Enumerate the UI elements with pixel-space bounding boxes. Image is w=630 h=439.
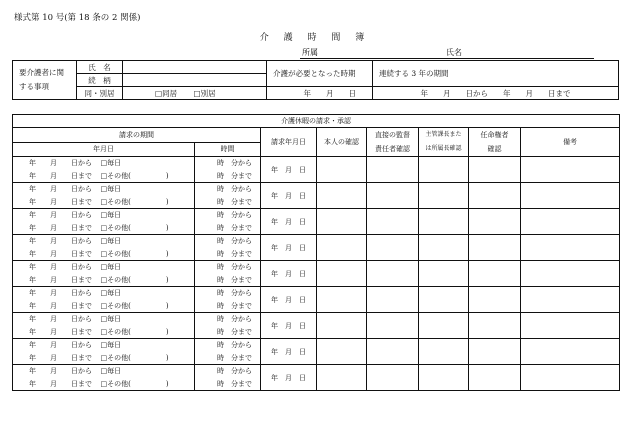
remarks-cell[interactable]	[521, 157, 620, 183]
time-to[interactable]: 時 分まで	[195, 300, 261, 313]
date-to[interactable]: 年 月 日まで	[13, 222, 93, 235]
header-underline	[300, 58, 594, 59]
date-from[interactable]: 年 月 日から	[13, 235, 93, 248]
section-title: 介護休暇の請求・承認	[13, 115, 620, 128]
supervisor-cell[interactable]	[367, 209, 419, 235]
time-to[interactable]: 時 分まで	[195, 274, 261, 287]
time-to[interactable]: 時 分まで	[195, 248, 261, 261]
table-row	[13, 287, 620, 300]
self-confirm-cell[interactable]	[317, 313, 367, 339]
care-recipient-table	[12, 60, 619, 100]
self-confirm-cell[interactable]	[317, 339, 367, 365]
remarks-cell[interactable]	[521, 235, 620, 261]
remarks-cell[interactable]	[521, 209, 620, 235]
relation-field-label: 続 柄	[77, 74, 123, 87]
time-from[interactable]: 時 分から	[195, 339, 261, 352]
date-to[interactable]: 年 月 日まで	[13, 196, 93, 209]
authority-header: 任命権者 確認	[469, 128, 521, 157]
supervisor-cell[interactable]	[367, 339, 419, 365]
remarks-cell[interactable]	[521, 313, 620, 339]
other-checkbox[interactable]: □その他( )	[93, 326, 195, 339]
dept-label: 所属	[302, 48, 318, 57]
manager-cell[interactable]	[419, 365, 469, 391]
other-checkbox[interactable]: □その他( )	[93, 274, 195, 287]
daily-checkbox[interactable]: □毎日	[93, 365, 195, 378]
date-to[interactable]: 年 月 日まで	[13, 326, 93, 339]
date-col-header: 年月日	[13, 142, 195, 157]
supervisor-cell[interactable]	[367, 157, 419, 183]
request-date-cell[interactable]: 年 月 日	[261, 157, 317, 183]
name-field-value[interactable]	[123, 61, 267, 74]
time-to[interactable]: 時 分まで	[195, 222, 261, 235]
authority-cell[interactable]	[469, 287, 521, 313]
time-to[interactable]: 時 分まで	[195, 352, 261, 365]
manager-cell[interactable]	[419, 235, 469, 261]
authority-cell[interactable]	[469, 209, 521, 235]
daily-checkbox[interactable]: □毎日	[93, 157, 195, 170]
request-date-cell[interactable]: 年 月 日	[261, 365, 317, 391]
date-from[interactable]: 年 月 日から	[13, 313, 93, 326]
request-date-cell[interactable]: 年 月 日	[261, 313, 317, 339]
supervisor-cell[interactable]	[367, 261, 419, 287]
daily-checkbox[interactable]: □毎日	[93, 339, 195, 352]
request-date-cell[interactable]: 年 月 日	[261, 235, 317, 261]
authority-cell[interactable]	[469, 235, 521, 261]
care-needed-label: 介護が必要となった時期	[267, 61, 373, 87]
date-from[interactable]: 年 月 日から	[13, 261, 93, 274]
self-confirm-cell[interactable]	[317, 261, 367, 287]
remarks-cell[interactable]	[521, 287, 620, 313]
daily-checkbox[interactable]: □毎日	[93, 313, 195, 326]
date-to[interactable]: 年 月 日まで	[13, 170, 93, 183]
daily-checkbox[interactable]: □毎日	[93, 287, 195, 300]
authority-cell[interactable]	[469, 183, 521, 209]
self-confirm-cell[interactable]	[317, 183, 367, 209]
time-to[interactable]: 時 分まで	[195, 170, 261, 183]
time-to[interactable]: 時 分まで	[195, 378, 261, 391]
name-label: 氏名	[446, 48, 462, 57]
request-date-cell[interactable]: 年 月 日	[261, 261, 317, 287]
remarks-header: 備考	[521, 128, 620, 157]
table-row	[13, 235, 620, 248]
authority-cell[interactable]	[469, 339, 521, 365]
request-date-cell[interactable]: 年 月 日	[261, 209, 317, 235]
remarks-cell[interactable]	[521, 261, 620, 287]
supervisor-cell[interactable]	[367, 183, 419, 209]
period-value[interactable]: 年 月 日から 年 月 日まで	[373, 87, 619, 100]
time-from[interactable]: 時 分から	[195, 313, 261, 326]
other-checkbox[interactable]: □その他( )	[93, 378, 195, 391]
authority-cell[interactable]	[469, 157, 521, 183]
daily-checkbox[interactable]: □毎日	[93, 183, 195, 196]
date-from[interactable]: 年 月 日から	[13, 183, 93, 196]
table-row	[13, 365, 620, 378]
other-checkbox[interactable]: □その他( )	[93, 248, 195, 261]
date-to[interactable]: 年 月 日まで	[13, 274, 93, 287]
other-checkbox[interactable]: □その他( )	[93, 352, 195, 365]
self-confirm-header: 本人の確認	[317, 128, 367, 157]
care-needed-date[interactable]: 年 月 日	[267, 87, 373, 100]
self-confirm-cell[interactable]	[317, 287, 367, 313]
request-date-header: 請求年月日	[261, 128, 317, 157]
time-from[interactable]: 時 分から	[195, 157, 261, 170]
supervisor-cell[interactable]	[367, 365, 419, 391]
request-date-cell[interactable]: 年 月 日	[261, 183, 317, 209]
table-row	[13, 313, 620, 326]
date-from[interactable]: 年 月 日から	[13, 287, 93, 300]
table-row	[13, 261, 620, 274]
time-from[interactable]: 時 分から	[195, 235, 261, 248]
supervisor-cell[interactable]	[367, 287, 419, 313]
supervisor-cell[interactable]	[367, 235, 419, 261]
other-checkbox[interactable]: □その他( )	[93, 196, 195, 209]
self-confirm-cell[interactable]	[317, 365, 367, 391]
time-to[interactable]: 時 分まで	[195, 196, 261, 209]
date-from[interactable]: 年 月 日から	[13, 157, 93, 170]
cohabit-checkbox[interactable]: □同居	[155, 88, 178, 98]
name-field-label: 氏 名	[77, 61, 123, 74]
self-confirm-cell[interactable]	[317, 235, 367, 261]
manager-cell[interactable]	[419, 209, 469, 235]
supervisor-header: 直接の監督 責任者確認	[367, 128, 419, 157]
manager-header: 主管課長また は所属長確認	[419, 128, 469, 157]
other-checkbox[interactable]: □その他( )	[93, 300, 195, 313]
separate-checkbox[interactable]: □別居	[193, 88, 216, 98]
care-recipient-label: 要介護者に関 する事項	[13, 61, 77, 100]
manager-cell[interactable]	[419, 261, 469, 287]
form-number: 様式第 10 号(第 18 条の 2 関係)	[14, 13, 141, 23]
relation-field-value[interactable]	[123, 74, 267, 87]
table-row	[13, 183, 620, 196]
remarks-cell[interactable]	[521, 365, 620, 391]
manager-cell[interactable]	[419, 183, 469, 209]
remarks-cell[interactable]	[521, 183, 620, 209]
table-row	[13, 157, 620, 170]
other-checkbox[interactable]: □その他( )	[93, 222, 195, 235]
request-period-header: 請求の期間	[13, 128, 261, 143]
request-date-cell[interactable]: 年 月 日	[261, 287, 317, 313]
self-confirm-cell[interactable]	[317, 209, 367, 235]
time-col-header: 時間	[195, 142, 261, 157]
manager-cell[interactable]	[419, 157, 469, 183]
authority-cell[interactable]	[469, 365, 521, 391]
living-options	[123, 87, 267, 100]
care-leave-table	[12, 114, 620, 391]
living-field-label: 同・別居	[77, 87, 123, 100]
time-from[interactable]: 時 分から	[195, 209, 261, 222]
table-row	[13, 339, 620, 352]
manager-cell[interactable]	[419, 313, 469, 339]
date-to[interactable]: 年 月 日まで	[13, 300, 93, 313]
time-to[interactable]: 時 分まで	[195, 326, 261, 339]
supervisor-cell[interactable]	[367, 313, 419, 339]
date-to[interactable]: 年 月 日まで	[13, 248, 93, 261]
table-row	[13, 209, 620, 222]
manager-cell[interactable]	[419, 339, 469, 365]
daily-checkbox[interactable]: □毎日	[93, 209, 195, 222]
daily-checkbox[interactable]: □毎日	[93, 235, 195, 248]
time-from[interactable]: 時 分から	[195, 261, 261, 274]
date-to[interactable]: 年 月 日まで	[13, 352, 93, 365]
remarks-cell[interactable]	[521, 339, 620, 365]
date-from[interactable]: 年 月 日から	[13, 209, 93, 222]
date-to[interactable]: 年 月 日まで	[13, 378, 93, 391]
authority-cell[interactable]	[469, 313, 521, 339]
time-from[interactable]: 時 分から	[195, 287, 261, 300]
request-date-cell[interactable]: 年 月 日	[261, 339, 317, 365]
page-title: 介 護 時 間 簿	[259, 33, 371, 43]
daily-checkbox[interactable]: □毎日	[93, 261, 195, 274]
time-from[interactable]: 時 分から	[195, 183, 261, 196]
period-label: 連続する 3 年の期間	[373, 61, 619, 87]
time-from[interactable]: 時 分から	[195, 365, 261, 378]
date-from[interactable]: 年 月 日から	[13, 365, 93, 378]
manager-cell[interactable]	[419, 287, 469, 313]
authority-cell[interactable]	[469, 261, 521, 287]
date-from[interactable]: 年 月 日から	[13, 339, 93, 352]
self-confirm-cell[interactable]	[317, 157, 367, 183]
other-checkbox[interactable]: □その他( )	[93, 170, 195, 183]
